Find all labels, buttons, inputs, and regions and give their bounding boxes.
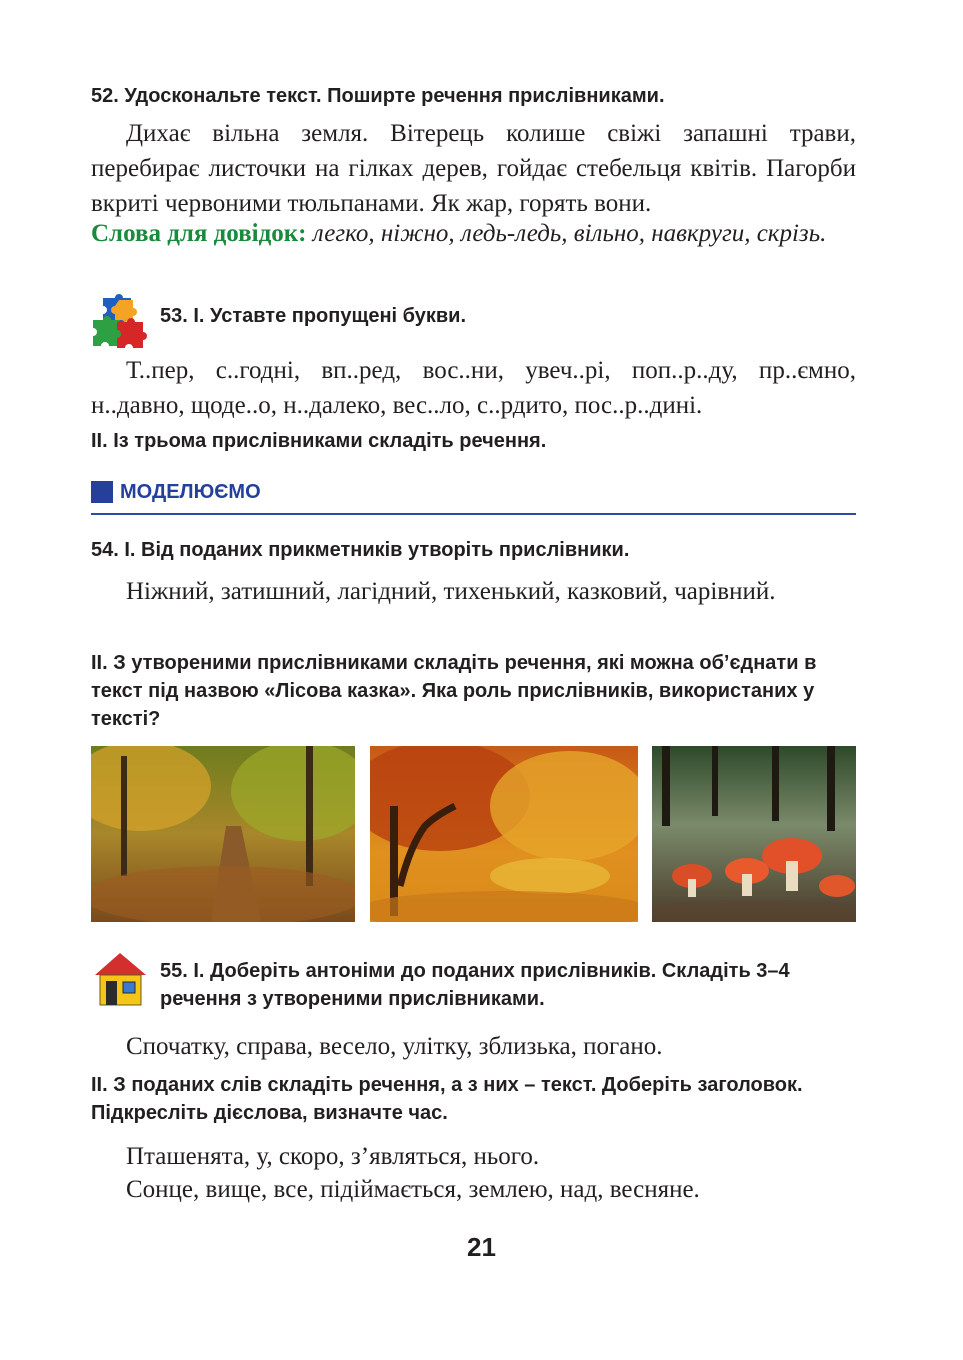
autumn-trees-photo (370, 746, 638, 922)
ex53-text: Т..пер, с..годні, вп..ред, вос..ни, увеч..рі, поп..р..ду, пр..ємно, н..давно, щоде..о, н..далеко, вес..ло, с..рдито, пос..р..дині. (91, 357, 856, 419)
ex52-hint (91, 216, 856, 251)
ex52-text: Дихає вільна земля. Вітерець колише свіжі запашні трави, перебирає листочки на гілках дерев, гойдає стебельця квітів. Пагорби вкриті червоними тюльпанами. Як жар, горять вони. (91, 120, 856, 217)
autumn-path-photo (91, 746, 355, 922)
ex55-line1: Пташенята, у, скоро, з’являться, нього. (126, 1143, 540, 1170)
ex55-task2: ІІ. З поданих слів складіть речення, а з них – текст. Доберіть заголовок. Підкресліть дієслова, визначте час. (91, 1074, 803, 1124)
house-icon (93, 951, 148, 1007)
puzzle-icon (89, 294, 147, 352)
section-square-icon (91, 481, 113, 503)
ex53-task: 53. І. Уставте пропущені букви. (160, 305, 467, 327)
ex54-task2: ІІ. З утвореними прислівниками складіть речення, які можна об’єднати в текст під назвою «Лісова казка». Яка роль прислівників, використаних у тексті? (91, 652, 817, 730)
ex54-text: Ніжний, затишний, лагідний, тихенький, казковий, чарівний. (126, 578, 776, 605)
ex55-text: Спочатку, справа, весело, улітку, зблизька, погано. (126, 1033, 663, 1060)
mushrooms-photo (652, 746, 856, 922)
hint-words: легко, ніжно, ледь-ледь, вільно, навкруги, скрізь. (312, 220, 827, 247)
page-number: 21 (467, 1232, 496, 1262)
section-header (91, 480, 856, 515)
ex55-task: 55. І. Доберіть антоніми до поданих прислівників. Складіть 3–4 речення з утвореними прислівниками. (160, 960, 790, 1010)
ex55-line2: Сонце, вище, все, підіймається, землею, над, весняне. (126, 1176, 700, 1203)
ex53-task2: ІІ. Із трьома прислівниками складіть речення. (91, 430, 547, 452)
ex54-task: 54. І. Від поданих прикметників утворіть прислівники. (91, 539, 630, 561)
section-title: МОДЕЛЮЄМО (120, 481, 261, 503)
ex52-task: 52. Удоскональте текст. Поширте речення прислівниками. (91, 85, 665, 107)
hint-label: Слова для довідок: (91, 220, 307, 247)
